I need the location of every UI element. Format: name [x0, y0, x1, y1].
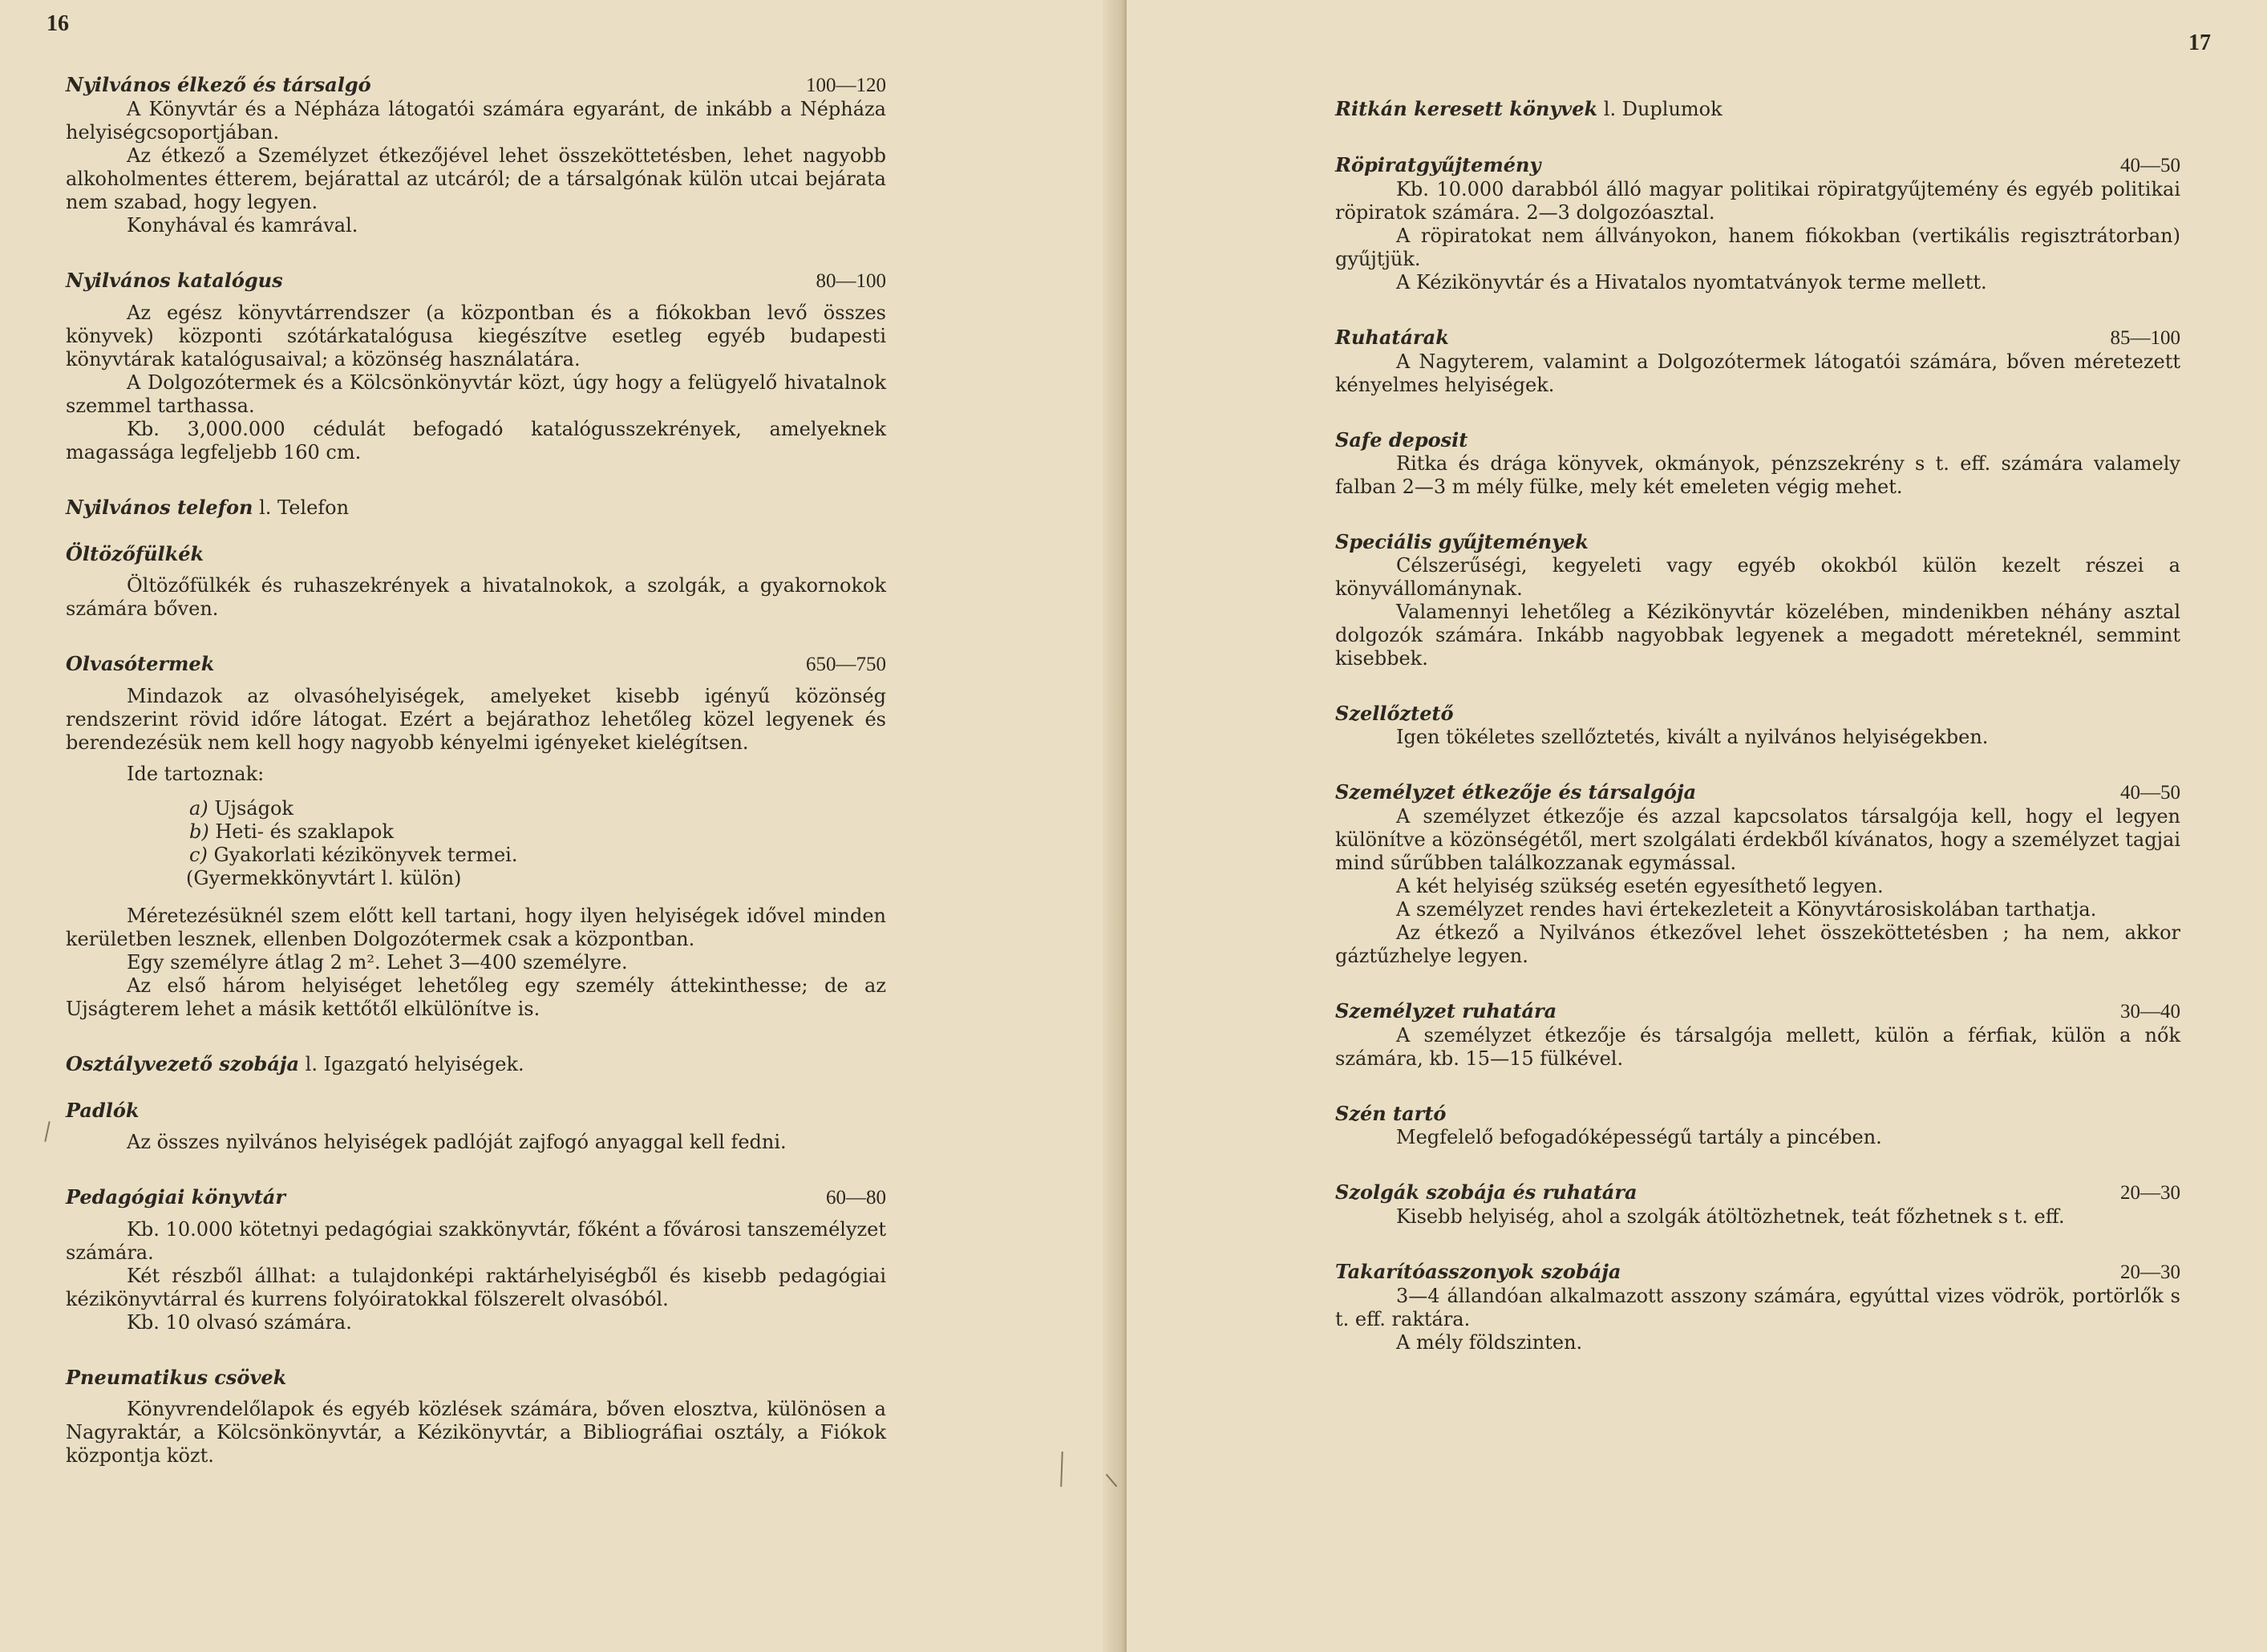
entry-title: Takarítóasszonyok szobája: [1335, 1260, 1621, 1283]
entry-range: 40—50: [2120, 155, 2180, 176]
entry-title: Pneumatikus csövek: [66, 1366, 287, 1389]
entry-title: Személyzet étkezője és társalgója: [1335, 780, 1697, 804]
entry-paragraph: Célszerűségi, kegyeleti vagy egyéb okokból külön kezelt részei a könyvállománynak.: [1335, 554, 2180, 600]
entry-szelloezteto: [1335, 701, 2180, 749]
entry-range: 80—100: [816, 270, 886, 292]
entry-paragraph: A személyzet étkezője és társalgója mellett, külön a férfiak, külön a nők számára, kb. 15—15 fülkével.: [1335, 1024, 2180, 1070]
entry-title: Ruhatárak: [1335, 326, 1449, 349]
entry-title: Személyzet ruhatára: [1335, 999, 1557, 1022]
entry-header: [1335, 701, 2180, 726]
entry-range: 100—120: [806, 75, 886, 96]
entry-paragraph: Méretezésüknél szem előtt kell tartani, hogy ilyen helyiségek idővel minden kerületben lesznek, ellenben Dolgozótermek csak a központban.: [66, 905, 886, 950]
entry-header: [1335, 1259, 2180, 1285]
entry-header: [1335, 1101, 2180, 1126]
entry-safe-deposit: [1335, 427, 2180, 499]
entry-header: [66, 1051, 886, 1077]
entry-header: [66, 495, 886, 520]
entry-paragraph: A röpiratokat nem állványokon, hanem fiókokban (vertikális regisztrátorban) gyűjtjük.: [1335, 225, 2180, 270]
entry-paragraph: Az első három helyiséget lehetőleg egy személy áttekinthesse; de az Ujságterem lehet a másik kettőtől elkülönítve is.: [66, 974, 886, 1020]
entry-paragraph: A Kézikönyvtár és a Hivatalos nyomtatványok terme mellett.: [1396, 271, 1987, 294]
entry-title: Szén tartó: [1335, 1102, 1447, 1125]
entry-title: Osztályvezető szobája: [66, 1052, 300, 1075]
entry-paragraph: Az étkező a Személyzet étkezőjével lehet összeköttetésben, lehet nagyobb alkoholmentes étterem, bejárattal az utcáról; de a társalgónak külön utcai bejárata nem szabad, hogy legyen.: [66, 144, 886, 213]
entry-range: 40—50: [2120, 782, 2180, 804]
entry-title: Ritkán keresett könyvek: [1335, 97, 1598, 120]
entry-title: Szellőztető: [1335, 702, 1454, 725]
entry-paragraph: Könyvrendelőlapok és egyéb közlések számára, bőven elosztva, különösen a Nagyraktár, a Kölcsönkönyvtár, a Kézikönyvtár, a Bibliográfiai osztály, a Fiókok központja közt.: [66, 1398, 886, 1467]
entry-nyilvanos-telefon: [66, 495, 886, 520]
entry-paragraph: Egy személyre átlag 2 m². Lehet 3—400 személyre.: [127, 951, 628, 974]
entry-title: Röpiratgyűjtemény: [1335, 153, 1541, 176]
entry-range: 20—30: [2120, 1261, 2180, 1283]
entry-header: [1335, 1180, 2180, 1205]
entry-paragraph: Öltözőfülkék és ruhaszekrények a hivatalnokok, a szolgák, a gyakornokok számára bőven.: [66, 574, 886, 620]
entry-szemelyzet-ruhatara: [1335, 998, 2180, 1071]
entry-nyilvanos-etkezo: [66, 72, 886, 237]
entry-range: 20—30: [2120, 1182, 2180, 1204]
entry-paragraph: Valamennyi lehetőleg a Kézikönyvtár közelében, mindenikben néhány asztal dolgozók számára. Inkább nagyobbak legyenek a megadott méreteknél, semmint kisebbek.: [1335, 601, 2180, 670]
entry-ropiratgyujtemeny: [1335, 152, 2180, 294]
entry-paragraph: Kb. 3,000.000 cédulát befogadó katalógusszekrények, amelyeknek magassága legfeljebb 160 cm.: [66, 418, 886, 464]
entry-title: Nyilvános élkező és társalgó: [66, 73, 371, 96]
entry-title: Olvasótermek: [66, 652, 215, 675]
list-item: a) Ujságok: [189, 797, 293, 820]
entry-header: [1335, 152, 2180, 178]
entry-range: 30—40: [2120, 1001, 2180, 1022]
entry-header: [66, 1184, 886, 1210]
entry-title: Speciális gyűjtemények: [1335, 530, 1589, 553]
entry-header: [1335, 325, 2180, 350]
entry-paragraph: Az összes nyilvános helyiségek padlóját zajfogó anyaggal kell fedni.: [127, 1131, 787, 1153]
entry-header: [66, 1098, 886, 1123]
entry-title: Nyilvános telefon: [66, 496, 253, 519]
page-number: 17: [2188, 30, 2211, 55]
list-intro: Ide tartoznak:: [127, 763, 265, 785]
entry-title: Padlók: [66, 1099, 140, 1122]
entry-ritkan-keresett: [1335, 96, 2180, 122]
entry-title: Nyilvános katalógus: [66, 269, 283, 292]
list-note: (Gyermekkönyvtárt l. külön): [186, 867, 462, 889]
entry-paragraph: Az étkező a Nyilvános étkezővel lehet összeköttetésben ; ha nem, akkor gáztűzhelye legyen.: [1335, 921, 2180, 967]
entry-range: 85—100: [2110, 327, 2180, 349]
entry-paragraph: Két részből állhat: a tulajdonképi raktárhelyiségből és kisebb pedagógiai kézikönyvtárral és kurrens folyóiratokkal fölszerelt olvasóból.: [66, 1265, 886, 1310]
entry-paragraph: Kb. 10 olvasó számára.: [127, 1311, 352, 1334]
entry-header: [1335, 998, 2180, 1024]
entry-paragraph: Kb. 10.000 kötetnyi pedagógiai szakkönyvtár, főként a fővárosi tanszemélyzet számára.: [66, 1218, 886, 1264]
entry-title: Safe deposit: [1335, 428, 1468, 451]
entry-paragraph: Igen tökéletes szellőztetés, kivált a nyilvános helyiségekben.: [1396, 726, 1989, 748]
entry-reference: l. Igazgató helyiségek.: [305, 1053, 524, 1075]
entry-paragraph: A személyzet rendes havi értekezleteit a Könyvtárosiskolában tarthatja.: [1396, 898, 2097, 921]
entry-header: [66, 268, 886, 294]
entry-nyilvanos-katalogus: [66, 268, 886, 464]
entry-header: [1335, 529, 2180, 554]
entry-title: Szolgák szobája és ruhatára: [1335, 1180, 1638, 1204]
entry-header: [66, 72, 886, 98]
entry-paragraph: A két helyiség szükség esetén egyesíthető legyen.: [1396, 875, 1884, 897]
entry-paragraph: Kb. 10.000 darabból álló magyar politikai röpiratgyűjtemény és egyéb politikai röpiratok számára. 2—3 dolgozóasztal.: [1335, 178, 2180, 224]
entry-header: [66, 1365, 886, 1390]
right-page: [1127, 0, 2267, 1652]
entry-szolgak-szobaja: [1335, 1180, 2180, 1229]
entry-paragraph: A Nagyterem, valamint a Dolgozótermek látogatói számára, bőven méretezett kényelmes helyiségek.: [1335, 350, 2180, 396]
list-item: b) Heti- és szaklapok: [189, 820, 394, 843]
entry-pedagogiai-konyvtar: [66, 1184, 886, 1334]
entry-header: [1335, 96, 2180, 122]
entry-szentarto: [1335, 1101, 2180, 1149]
room-list: [186, 797, 886, 890]
entry-header: [66, 651, 886, 677]
entry-reference: l. Telefon: [259, 496, 350, 519]
entry-paragraph: A mély földszinten.: [1396, 1331, 1583, 1354]
entry-paragraph: A Dolgozótermek és a Kölcsönkönyvtár közt, úgy hogy a felügyelő hivatalnok szemmel tarthassa.: [66, 371, 886, 417]
entry-oltozofulkek: [66, 541, 886, 621]
entry-szemelyzet-etkezoje: [1335, 779, 2180, 968]
entry-paragraph: Ritka és drága könyvek, okmányok, pénzszekrény s t. eff. számára valamely falban 2—3 m mély fülke, mely két emeleten végig mehet.: [1335, 452, 2180, 498]
entry-range: 60—80: [826, 1187, 886, 1209]
entry-paragraph: A Könyvtár és a Népháza látogatói számára egyaránt, de inkább a Népháza helyiségcsoportjában.: [66, 98, 886, 144]
list-item: c) Gyakorlati kézikönyvek termei.: [189, 844, 518, 866]
entry-header: [1335, 427, 2180, 452]
entry-title: Pedagógiai könyvtár: [66, 1185, 285, 1209]
entry-paragraph: Kisebb helyiség, ahol a szolgák átöltözhetnek, teát főzhetnek s t. eff.: [1396, 1205, 2065, 1228]
entry-paragraph: Konyhával és kamrával.: [127, 214, 358, 237]
entry-paragraph: Megfelelő befogadóképességű tartály a pincében.: [1396, 1126, 1882, 1148]
entry-olvasotermek: [66, 651, 886, 1021]
margin-pencil-mark: [44, 1121, 50, 1142]
entry-header: [66, 541, 886, 566]
entry-reference: l. Duplumok: [1603, 98, 1723, 120]
entry-paragraph: Az egész könyvtárrendszer (a központban és a fiókokban levő összes könyvek) központi szótárkatalógusa kiegészítve esetleg egyéb budapesti könyvtárak katalógusaival; a közönség használatára.: [66, 302, 886, 370]
left-page: [0, 0, 1127, 1652]
entry-header: [1335, 779, 2180, 805]
entry-pneumatikus-csovek: [66, 1365, 886, 1468]
entry-osztalyvezeto: [66, 1051, 886, 1077]
entry-specialis-gyujtemenyek: [1335, 529, 2180, 670]
entry-padlok: [66, 1098, 886, 1154]
entry-paragraph: Mindazok az olvasóhelyiségek, amelyeket kisebb igényű közönség rendszerint rövid időre látogat. Ezért a bejárathoz lehetőleg közel legyenek és berendezésük nem kell hogy nagyobb kényelmi igényeket kielégítsen.: [66, 685, 886, 754]
page-number: 16: [47, 11, 69, 36]
entry-paragraph: A személyzet étkezője és azzal kapcsolatos társalgója kell, hogy el legyen különítve a közönségétől, mert szolgálati érdekből kívánatos, hogy a személyzet tagjai mind sűrűbben találkozzanak egymással.: [1335, 805, 2180, 874]
entry-paragraph: 3—4 állandóan alkalmazott asszony számára, egyúttal vizes vödrök, portörlők s t. eff. raktára.: [1335, 1285, 2180, 1330]
entry-ruhatarak: [1335, 325, 2180, 397]
entry-range: 650—750: [806, 654, 886, 675]
entry-title: Öltözőfülkék: [66, 542, 204, 565]
entry-takaritoasszonyok: [1335, 1259, 2180, 1354]
